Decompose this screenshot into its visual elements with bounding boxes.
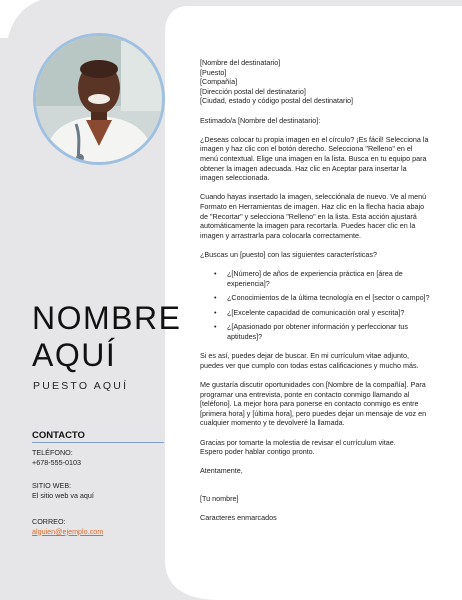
- paragraph-2: Cuando hayas insertado la imagen, selecciónala de nuevo. Ve al menú Formato en Herramientas de imagen. Haz clic en la flecha hacia abajo de "Recortar" y selecciona "Relleno" en la lista. Esta acción ajustará automáticamente la imagen para recortarla. Puedes hacer clic en la imagen y arrastrarla para colocarla correctamente.: [200, 192, 427, 240]
- contact-divider: [32, 442, 164, 443]
- paragraph-4: Si es así, puedes dejar de buscar. En mi currículum vitae adjunto, puedes ver que cumplo con todas estas calificaciones y mucho más.: [200, 351, 419, 370]
- candidate-name: [32, 300, 182, 374]
- paragraph-1: ¿Deseas colocar tu propia imagen en el círculo? ¡Es fácil! Selecciona la imagen y haz clic con el botón derecho. Selecciona "Relleno" en el menú contextual. Elige una imagen en la lista. Busca en tu equipo para obtener la imagen adecuada. Haz clic en Aceptar para insertar la imagen seleccionada.: [200, 134, 429, 183]
- profile-photo[interactable]: [33, 33, 165, 165]
- email-link[interactable]: alguien@ejemplo.com: [32, 526, 104, 536]
- phone-label: TELÉFONO:: [32, 448, 73, 457]
- list-item: • ¿Conocimientos de la última tecnología en el [sector o campo]?: [227, 293, 432, 303]
- recipient-city: [Ciudad, estado y código postal del destinatario]: [200, 96, 354, 106]
- candidate-name-line2: AQUÍ: [32, 337, 117, 373]
- contact-phone: [32, 448, 81, 467]
- paragraph-6-line2: Espero poder hablar contigo pronto.: [200, 447, 315, 457]
- contact-email: [32, 517, 103, 536]
- closing: Atentamente,: [200, 466, 243, 476]
- signature-note: Caracteres enmarcados: [200, 513, 277, 523]
- paragraph-6-line1: Gracias por tomarte la molestia de revisar el currículum vitae.: [200, 437, 396, 447]
- website-label: SITIO WEB:: [32, 481, 72, 490]
- list-item: • ¿[Número] de años de experiencia práctica en [área de experiencia]?: [227, 269, 432, 288]
- recipient-address: [Dirección postal del destinatario]: [200, 86, 306, 96]
- list-item: • ¿[Excelente capacidad de comunicación oral y escrita]?: [227, 308, 432, 318]
- list-item: • ¿[Apasionado por obtener información y perfeccionar tus aptitudes]?: [227, 322, 432, 341]
- recipient-block: [200, 58, 432, 106]
- profile-photo-image: [36, 36, 162, 162]
- paragraph-5: Me gustaría discutir oportunidades con [Nombre de la compañía]. Para programar una entrevista, ponte en contacto conmigo llamando al [teléfono]. La mejor hora para ponerse en contacto conmigo es entre [primera hora] y [última hora], pero puedes dejar un mensaje de voz en cualquier momento y te devolveré la llamada.: [200, 380, 427, 428]
- paragraph-6: [200, 438, 432, 457]
- recipient-company: [Compañía]: [200, 77, 238, 87]
- job-title: PUESTO AQUÍ: [33, 380, 129, 392]
- website-value[interactable]: El sitio web va aquí: [32, 490, 94, 500]
- contact-website: [32, 481, 94, 500]
- recipient-title: [Puesto]: [200, 67, 227, 77]
- candidate-name-line1: NOMBRE: [32, 300, 182, 336]
- email-label: CORREO:: [32, 517, 66, 526]
- recipient-name: [Nombre del destinatario]: [200, 58, 281, 67]
- contact-heading: CONTACTO: [32, 430, 85, 441]
- salutation: Estimado/a [Nombre del destinatario]:: [200, 115, 321, 125]
- qualifications-list: [200, 269, 432, 342]
- phone-value[interactable]: +678-555-0103: [32, 457, 81, 467]
- signature-name: [Tu nombre]: [200, 493, 239, 503]
- cover-letter: [200, 58, 432, 532]
- paragraph-3: ¿Buscas un [puesto] con las siguientes características?: [200, 249, 377, 259]
